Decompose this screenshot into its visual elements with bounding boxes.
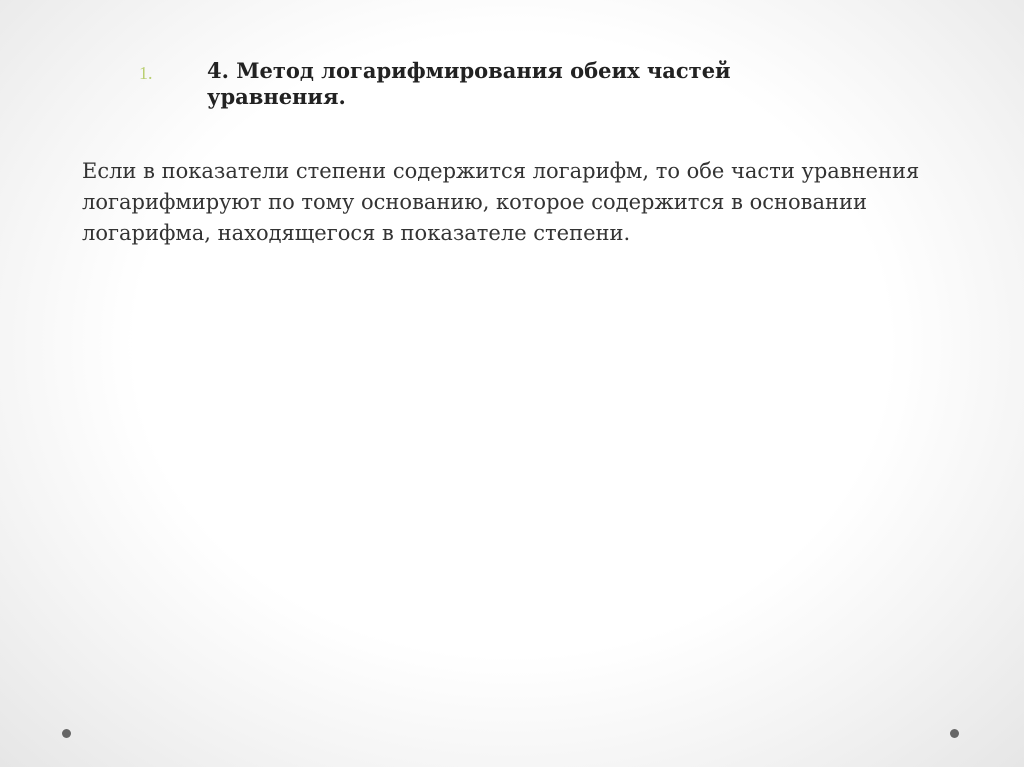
body-paragraph: Если в показатели степени содержится логарифм, то обе части уравнения логарифмируют по тому основанию, которое содержится в основании логарифма, находящегося в показателе степени. (82, 159, 920, 245)
list-number: 1. (139, 63, 153, 83)
numbered-heading (139, 58, 899, 110)
left-corner-dot-icon (62, 729, 71, 738)
right-corner-dot-icon (950, 729, 959, 738)
slide-heading: 4. Метод логарифмирования обеих частей уравнения. (207, 58, 731, 109)
